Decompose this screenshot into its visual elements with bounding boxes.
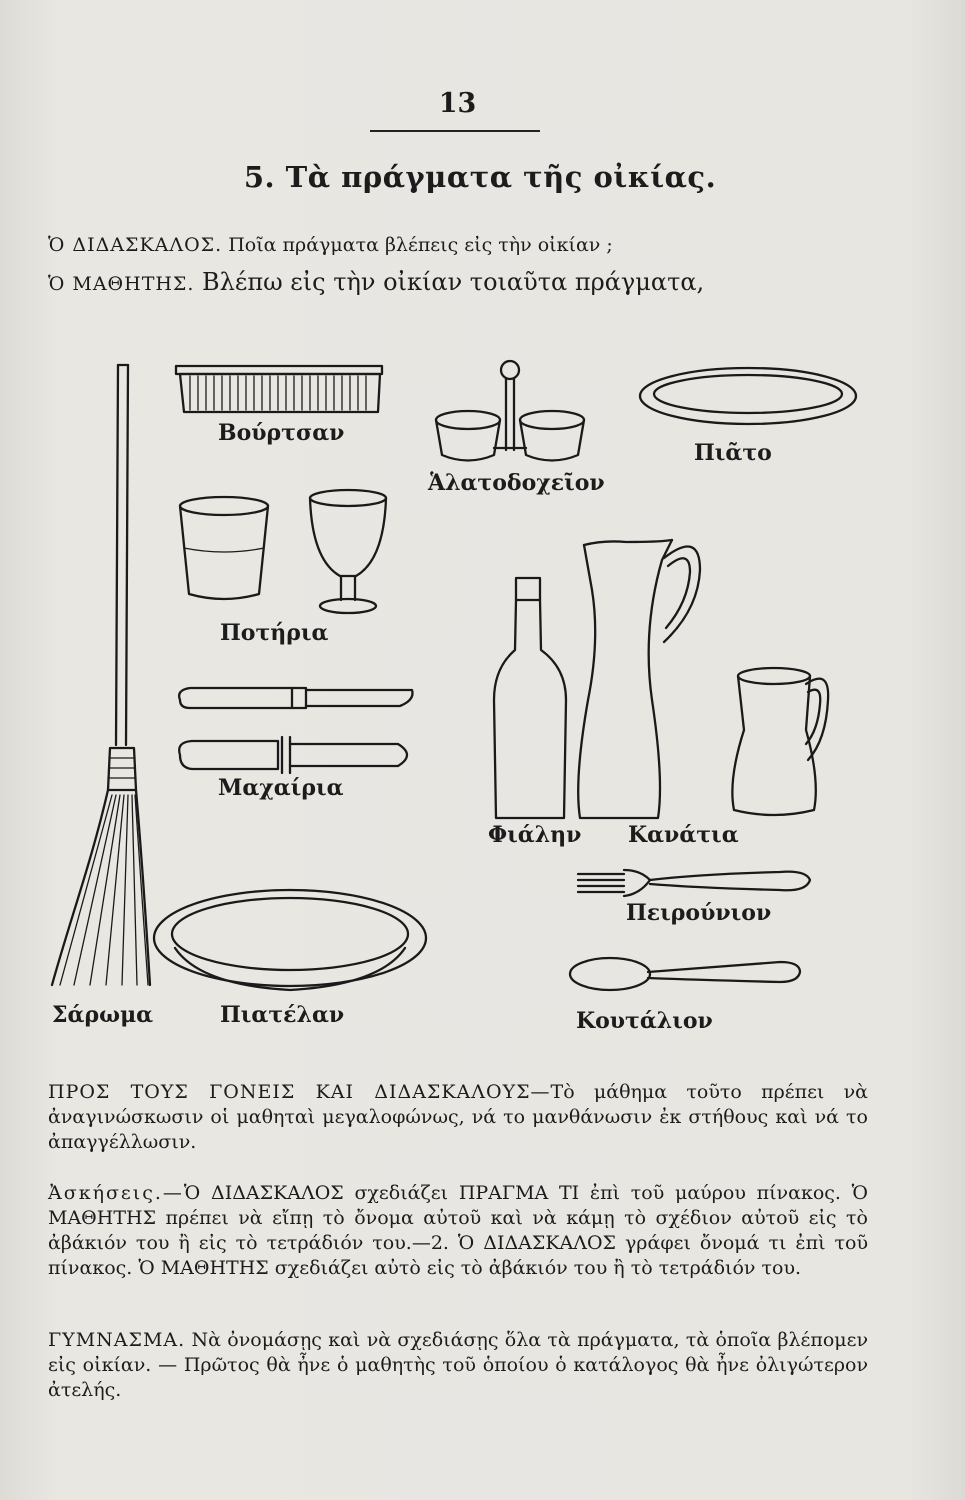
caption-spoon: Κουτάλιον <box>576 1008 713 1034</box>
note-to-parents <box>48 1080 868 1155</box>
caption-bottle: Φιάλην <box>488 822 582 848</box>
brush-icon <box>176 366 382 412</box>
exercises-text: Ὁ ΔΙΔΑΣΚΑΛΟΣ σχεδιάζει ΠΡΑΓΜΑ ΤΙ ἐπὶ τοῦ μαύρου πίνακος. Ὁ ΜΑΘΗΤΗΣ πρέπει νὰ εἴπῃ τὸ ὄνομα αὐτοῦ καὶ νὰ κάμῃ τὸ σχέδιον αὐτοῦ εἰς τὸ ἀβάκιόν του ἢ εἰς τὸ τετράδιόν του.—2. Ὁ ΔΙΔΑΣΚΑΛΟΣ γράφει ὄνομά τι ἐπὶ τοῦ πίνακος. Ὁ ΜΑΘΗΤΗΣ σχεδιάζει αὐτὸ εἰς τὸ ἀβάκιόν του ἢ τὸ τετράδιόν του. <box>48 1182 868 1279</box>
knife-icon <box>179 688 412 708</box>
spoon-icon <box>570 958 800 990</box>
tumbler-icon <box>180 497 268 599</box>
gymnasma-title: ΓΥΜΝΑΣΜΑ. <box>48 1329 186 1351</box>
caption-fork: Πειρούνιον <box>626 900 772 926</box>
caption-jugs: Κανάτια <box>628 822 739 848</box>
salt-cellar-icon <box>436 361 584 461</box>
caption-brush: Βούρτσαν <box>218 420 345 446</box>
page-number: 13 <box>438 88 477 119</box>
exercises-paragraph <box>48 1181 868 1281</box>
note-to-parents-text: Τὸ μάθημα τοῦτο πρέπει νὰ ἀναγινώσκωσιν οἱ μαθηταὶ μεγαλοφώνως, νά το μανθάνωσιν ἐκ στήθους καὶ νά το ἀπαγγέλλωσιν. <box>48 1081 868 1153</box>
exercises-title: Ἀσκήσεις.— <box>48 1182 184 1204</box>
fork-icon <box>578 870 810 896</box>
gymnasma-paragraph <box>48 1328 868 1403</box>
pitcher-icon <box>578 540 700 818</box>
lesson-heading: 5. Τὰ πράγματα τῆς οἰκίας. <box>243 160 717 194</box>
caption-plate: Πιᾶτο <box>694 440 772 466</box>
student-speaker: Ὁ ΜΑΘΗΤΗΣ. <box>48 273 195 295</box>
caption-glasses: Ποτήρια <box>220 620 329 646</box>
table-knife-icon <box>179 737 407 773</box>
jug-icon <box>732 668 828 815</box>
broom-icon <box>52 365 150 985</box>
gymnasma-text: Νὰ ὀνομάσῃς καὶ νὰ σχεδιάσῃς ὅλα τὰ πράγματα, τὰ ὁποῖα βλέπομεν εἰς οἰκίαν. — Πρῶτος θὰ ἦνε ὁ μαθητὴς τοῦ ὁποίου ὁ κατάλογος θὰ ἦνε ὀλιγώτερον ἀτελής. <box>48 1329 868 1401</box>
goblet-icon <box>310 490 386 613</box>
caption-basin: Πιατέλαν <box>220 1002 345 1028</box>
teacher-speaker: Ὁ ΔΙΔΑΣΚΑΛΟΣ. <box>48 234 223 256</box>
student-answer: Βλέπω εἰς τὴν οἰκίαν τοιαῦτα πράγματα, <box>202 268 705 296</box>
basin-icon <box>154 890 426 990</box>
plate-icon <box>640 368 856 424</box>
caption-broom: Σάρωμα <box>52 1002 154 1028</box>
caption-salt-cellar: Ἁλατοδοχεῖον <box>428 470 605 496</box>
bottle-icon <box>494 578 566 818</box>
note-to-parents-title: ΠΡΟΣ ΤΟΥΣ ΓΟΝΕΙΣ ΚΑΙ ΔΙΔΑΣΚΑΛΟΥΣ— <box>48 1081 551 1103</box>
teacher-question: Ποῖα πράγματα βλέπεις εἰς τὴν οἰκίαν ; <box>228 234 613 256</box>
caption-knives: Μαχαίρια <box>218 775 344 801</box>
